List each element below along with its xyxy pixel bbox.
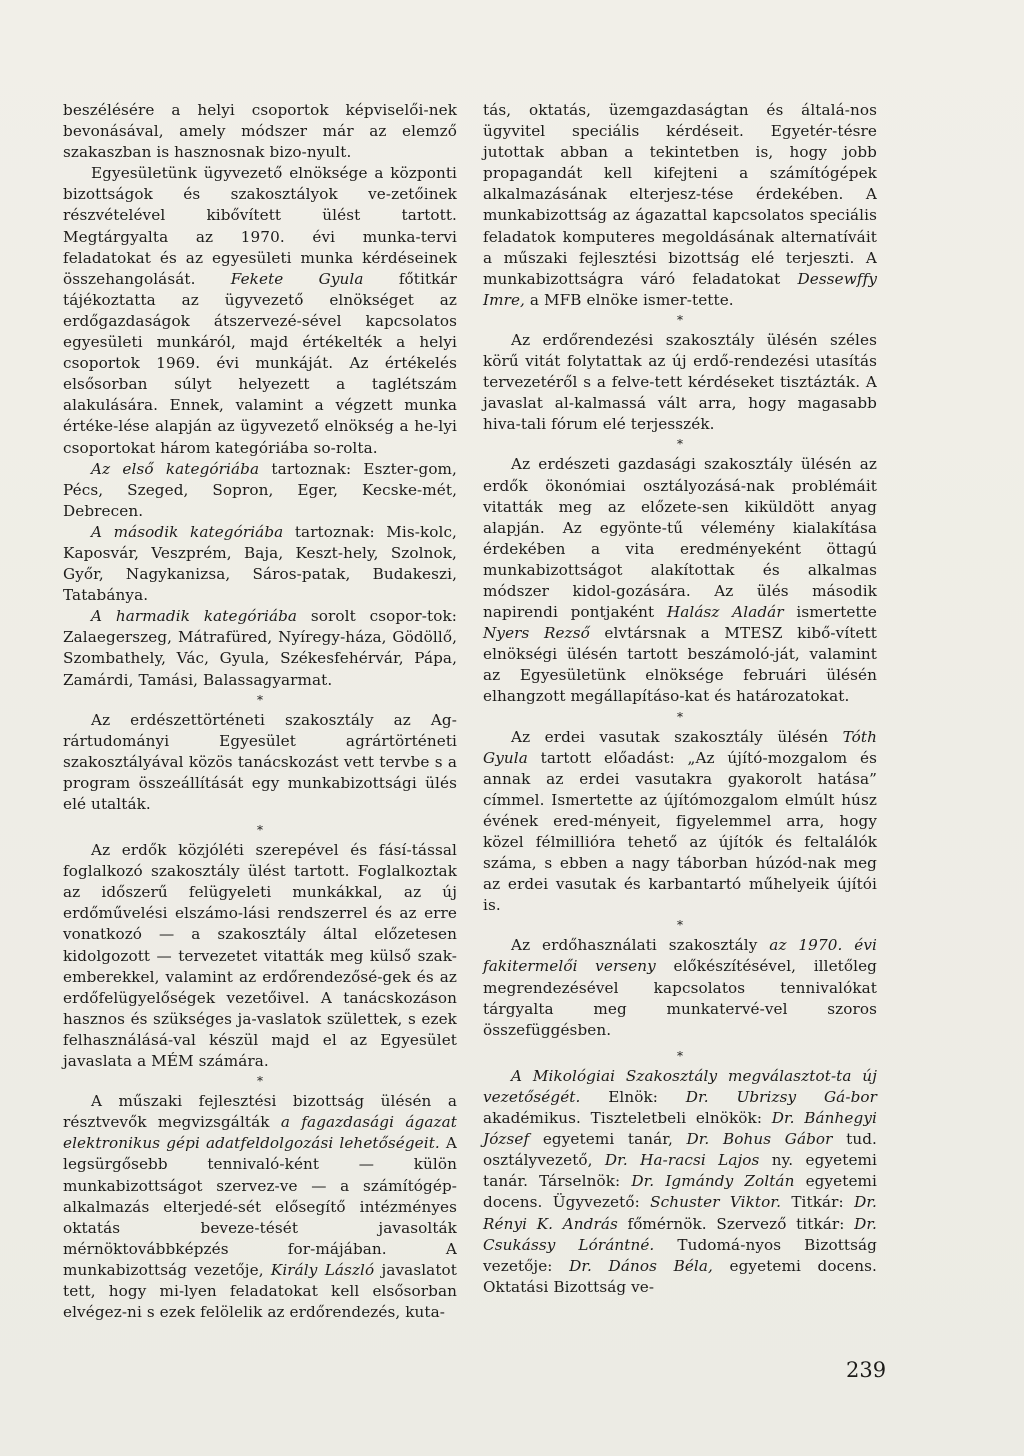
left-column [63, 100, 457, 1323]
person-name: Dr. Ubrizsy Gá-bor [685, 1087, 877, 1106]
person-name: Halász Aladár [666, 603, 784, 622]
page-number: 239 [846, 1358, 887, 1382]
paragraph-forest-management: Az erdőrendezési szakosztály ülésén széles körű vitát folytattak az új erdő-rendezési utasítás tervezetéről s a felve-tett kérdéseket tisztázták. A javaslat al-kalmassá vált arra, hogy magasabb hiva-tali fórum elé terjesszék. [483, 330, 877, 434]
paragraph-mycology: A Mikológiai Szakosztály megválasztot-ta új vezetőségét. Elnök: Dr. Ubrizsy Gá-bor akadémikus. Tiszteletbeli elnökök: Dr. Bánhegyi József egyetemi tanár, Dr. Bohus Gábor tud. osztályvezető, Dr. Ha-racsi Lajos ny. egyetemi tanár. Társelnök: Dr. Igmándy Zoltán egyetemi docens. Ügyvezető: Schuster Viktor. Titkár: Dr. Rényi K. András főmérnök. Szervező titkár: Dr. Csukássy Lórántné. Tudomá-nyos Bizottság vezetője: Dr. Dános Béla, egyetemi docens. Oktatási Bizottság ve- [483, 1066, 877, 1296]
paragraph-category-1: Az első kategóriába tartoznak: Eszter-gom, Pécs, Szeged, Sopron, Eger, Kecske-mét, Debrecen. [63, 459, 457, 520]
person-name: Dr. Dános Béla, [569, 1256, 713, 1275]
section-separator: * [256, 692, 264, 707]
paragraph-category-2: A második kategóriába tartoznak: Mis-kolc, Kaposvár, Veszprém, Baja, Keszt-hely, Szolnok, Győr, Nagykanizsa, Sáros-patak, Budakeszi, Tatabánya. [63, 522, 457, 605]
paragraph-technical-development: A műszaki fejlesztési bizottság ülésén a résztvevők megvizsgálták a fagazdasági ágazat elektronikus gépi adatfeldolgozási lehetőségeit. A legsürgősebb tennivaló-ként — külön munkabizottságot szervez-ve — a számítógép-alkalmazás elterjedé-sét elősegítő intézményes oktatás beveze-tését javasolták mérnöktovábbképzés for-májában. A munkabizottság vezetője, Király László javaslatot tett, hogy mi-lyen feladatokat kell elsősorban elvégez-ni s ezek felölelik az erdőrendezés, kuta- [63, 1092, 457, 1322]
person-name: Dr. Igmándy Zoltán [631, 1172, 795, 1191]
section-separator: * [676, 918, 684, 933]
person-name: Király László [270, 1260, 375, 1279]
paragraph-forest-use: Az erdőhasználati szakosztály az 1970. évi fakitermelői verseny előkészítésével, illetőleg megrendezésével kapcsolatos tennivalókat tárgyalta meg munkatervé-vel szoros összefüggésben. [483, 936, 877, 1039]
section-separator: * [256, 823, 264, 838]
paragraph-forest-history: Az erdészettörténeti szakosztály az Ag-rártudományi Egyesület agrártörténeti szakosztályával közös tanácskozást vett tervbe s a program összeállítását egy munkabizottsági ülés elé utalták. [63, 710, 457, 813]
paragraph-forest-railways: Az erdei vasutak szakosztály ülésén Tóth Gyula tartott előadást: „Az újító-mozgalom és annak az erdei vasutakra gyakorolt hatása” címmel. Ismertette az újítómozgalom elmúlt húsz évének ered-ményeit, figyelemmel arra, hogy közel félmillióra tehető az újítók és feltalálók száma, s ebben a nagy táborban húzód-nak meg az erdei vasutak és karbantartó műhelyeik újítói is. [483, 727, 877, 915]
section-separator: * [676, 312, 684, 327]
paragraph-continuation: tás, oktatás, üzemgazdaságtan és általá-nos ügyvitel speciális kérdéseit. Egyetér-tésre jutottak abban a tekintetben is, hogy jobb propagandát kell kifejteni a számítógépek alkalmazásának elterjesz-tése érdekében. A munkabizottság az ágazattal kapcsolatos speciális feladatok komputeres megoldásának alternatíváit a műszaki fejlesztési bizottság elé terjeszti. A munkabizottságra váró feladatokat Dessewffy Imre, a MFB elnöke ismer-tette. [483, 101, 877, 309]
person-name: Schuster Viktor. [650, 1193, 781, 1212]
paragraph-presidency: Egyesületünk ügyvezető elnöksége a központi bizottságok és szakosztályok ve-zetőinek részvételével kibővített ülést tartott. Megtárgyalta az 1970. évi munka-tervi feladatokat és az egyesületi munka kérdéseinek összehangolását. Fekete Gyula főtitkár tájékoztatta az ügyvezető elnökséget az erdőgazdaságok átszervezé-sével kapcsolatos egyesületi munkáról, majd értékelték a helyi csoportok 1969. évi munkáját. Az értékelés elsősorban súlyt helyezett a taglétszám alakulására. Ennek, valamint a végzett munka értéke-lése alapján az ügyvezető elnökség a he-lyi csoportokat három kategóriába so-rolta. [63, 164, 457, 457]
person-name: Dessewffy Imre, [483, 269, 877, 309]
right-column [483, 100, 877, 1298]
person-name: Dr. Rényi K. András [483, 1193, 877, 1233]
paragraph-category-3: A harmadik kategóriába sorolt csopor-tok: Zalaegerszeg, Mátrafüred, Nyíregy-háza, Gödöllő, Szombathely, Vác, Gyula, Székesfehérvár, Pápa, Zamárdi, Tamási, Balassagyarmat. [63, 607, 457, 689]
section-separator: * [676, 709, 684, 724]
section-separator: * [676, 437, 684, 452]
person-name: Dr. Bohus Gábor [686, 1130, 833, 1149]
section-separator: * [676, 1048, 684, 1063]
paragraph-local-groups: beszélésére a helyi csoportok képviselői-nek bevonásával, amely módszer már az elemző szakaszban is hasznosnak bizo-nyult. [63, 101, 457, 162]
paragraph-forest-economics: Az erdészeti gazdasági szakosztály ülésén az erdők ökonómiai osztályozásá-nak problémáit vitatták meg az előzete-sen kiküldött anyag alapján. Az egyönte-tű vélemény kialakítása érdekében a vita eredményeként öttagú munkabizottságot alakítottak és alkalmas módszer kidol-gozására. Az ülés második napirendi pontjaként Halász Aladár ismertette Nyers Rezső elvtársnak a MTESZ kibő-vített elnökségi ülésén tartott beszámoló-ját, valamint az Egyesületünk elnöksége februári ülésén elhangzott megállapításo-kat és határozatokat. [483, 455, 877, 706]
section-separator: * [256, 1074, 264, 1089]
person-name: Dr. Ha-racsi Lajos [604, 1151, 760, 1170]
person-name: Dr. Bánhegyi József [483, 1109, 877, 1149]
person-name: Tóth Gyula [483, 727, 877, 767]
person-name: Dr. Csukássy Lórántné. [483, 1214, 877, 1254]
paragraph-public-welfare: Az erdők közjóléti szerepével és fásí-tással foglalkozó szakosztály ülést tartott. Foglalkoztak az időszerű felügyeleti munkákkal, az új erdőművelési elszámo-lási rendszerrel és az erre vonatkozó — a szakosztály által előzetesen kidolgozott — tervezetet vitatták meg külső szak-emberekkel, valamint az erdőrendezősé-gek és az erdőfelügyelőségek vezetőivel. A tanácskozáson hasznos és szükséges ja-vaslatok születtek, s ezek felhasználásá-val készül majd el az Egyesület javaslata a MÉM számára. [63, 841, 457, 1071]
person-name: Fekete Gyula [230, 269, 364, 288]
person-name: Nyers Rezső [483, 624, 590, 643]
